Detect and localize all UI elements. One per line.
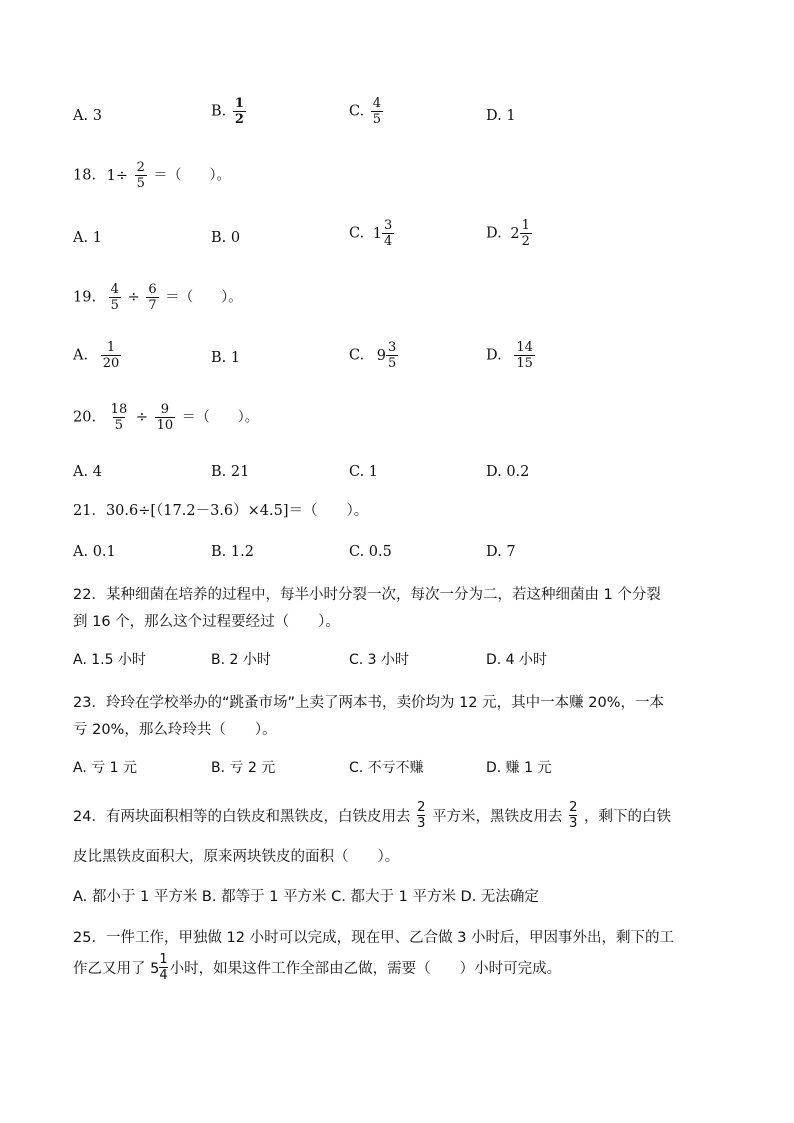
q24-text-a: 24．有两块面积相等的白铁皮和黑铁皮，白铁皮用去 [73,809,411,825]
q25-stem-line-2 [73,952,561,983]
q17-option-b-fraction [233,96,246,127]
denominator: 5 [110,298,119,313]
q19-option-a-fraction [101,340,122,371]
numerator: 4 [110,282,119,297]
q18-lead: 1÷ [106,167,129,184]
q23-option-b[interactable]: B. 亏 2 元 [211,760,276,776]
q19-option-a-prefix: A. [73,347,89,364]
q18-option-c-mixed-number [373,218,397,249]
q20-option-c[interactable]: C. 1 [349,464,379,480]
q19-option-d[interactable] [486,340,537,371]
numerator: 2 [417,800,426,815]
q18-option-b[interactable]: B. 0 [211,230,241,246]
q18-option-d-mixed-number [510,218,534,249]
denominator: 20 [102,356,120,371]
q20-fraction-2 [155,402,176,433]
q23-option-d[interactable]: D. 赚 1 元 [486,760,552,776]
q17-option-b-prefix: B. [211,103,227,120]
q18-option-d[interactable] [486,218,534,249]
q20-stem [73,402,259,433]
q22-option-d[interactable]: D. 4 小时 [486,652,548,668]
fraction [386,340,398,371]
q21-option-b[interactable]: B. 1.2 [211,544,254,560]
q18-option-c[interactable] [349,218,396,249]
denominator: 15 [516,356,533,371]
q19-option-c-prefix: C. [349,347,365,364]
q20-number: 20. [73,409,97,426]
q25-text-b: 小时，如果这件工作全部由乙做，需要（ ）小时可完成。 [169,961,562,977]
q19-fraction-2 [146,282,158,313]
q22-option-b[interactable]: B. 2 小时 [211,652,271,668]
numerator: 2 [136,160,145,175]
q19-option-d-fraction [514,340,535,371]
q21-option-d[interactable]: D. 7 [486,544,516,560]
q24-stem-line-1 [73,800,671,831]
q22-stem-line-1: 22．某种细菌在培养的过程中，每半小时分裂一次，每次一分为二，若这种细菌由 1 个分裂 [73,587,661,603]
q22-option-a[interactable]: A. 1.5 小时 [73,652,146,668]
q18-option-c-prefix: C. [349,225,365,242]
q17-option-a[interactable]: A. 3 [73,108,102,124]
numerator: 4 [372,96,382,111]
q25-stem-line-1: 25．一件工作，甲独做 12 小时可以完成，现在甲、乙合做 3 小时后，甲因事外出，剩下的工 [73,930,675,946]
q21-stem: 21．30.6÷[（17.2－3.6）×4.5]＝（ ）。 [73,503,369,519]
q24-stem-line-2: 皮比黑铁皮面积大，原来两块铁皮的面积（ ）。 [73,849,400,865]
q18-tail: ＝（ ）。 [153,167,231,184]
denominator: 5 [388,356,397,371]
q23-stem-line-1: 23．玲玲在学校举办的“跳蚤市场”上卖了两本书，卖价均为 12 元，其中一本赚 20%，一本 [73,695,664,711]
numerator: 14 [516,340,533,355]
q19-number: 19. [73,289,97,306]
numerator: 6 [148,282,157,297]
whole: 9 [376,347,387,364]
q19-stem [73,282,242,313]
q17-option-b[interactable] [211,96,248,127]
denominator: 5 [372,112,382,127]
numerator: 9 [160,402,169,417]
denominator: 5 [114,418,124,433]
q18-option-a[interactable]: A. 1 [73,230,102,246]
q17-option-c[interactable] [349,96,385,127]
numerator: 1 [159,952,168,967]
denominator: 2 [234,112,244,127]
denominator: 5 [136,176,145,191]
numerator: 3 [388,340,397,355]
q24-fraction-2 [569,800,577,831]
q24-fraction-1 [417,800,425,831]
numerator: 18 [110,402,128,417]
q19-option-b[interactable]: B. 1 [211,350,241,366]
q24-text-c: ，剩下的白铁 [583,809,671,825]
denominator: 4 [159,968,168,983]
q20-option-d[interactable]: D. 0.2 [486,464,530,480]
numerator: 3 [384,218,393,233]
denominator: 10 [156,418,174,433]
q22-option-c[interactable]: C. 3 小时 [349,652,410,668]
whole: 1 [372,225,383,242]
fraction [520,218,532,249]
q20-option-b[interactable]: B. 21 [211,464,250,480]
numerator: 2 [569,800,578,815]
denominator: 2 [521,234,530,249]
q19-tail: ＝（ ）。 [165,289,243,306]
q23-stem-line-2: 亏 20%，那么玲玲共（ ）。 [73,722,277,738]
q19-option-a[interactable] [73,340,123,371]
q18-stem [73,160,231,191]
q20-fraction-1 [109,402,130,433]
q18-option-d-prefix: D. [486,225,502,242]
q22-stem-line-2: 到 16 个，那么这个过程要经过（ ）。 [73,614,340,630]
q18-fraction [135,160,147,191]
denominator: 7 [148,298,157,313]
q18-number: 18. [73,167,97,184]
q17-option-c-prefix: C. [349,103,365,120]
whole: 2 [510,225,520,242]
numerator: 1 [234,96,244,111]
denominator: 3 [417,816,426,831]
q17-option-d[interactable]: D. 1 [486,108,516,124]
q23-option-a[interactable]: A. 亏 1 元 [73,760,138,776]
numerator: 1 [521,218,530,233]
fraction [382,218,394,249]
q21-option-a[interactable]: A. 0.1 [73,544,116,560]
denominator: 4 [384,234,393,249]
q24-options[interactable]: A. 都小于 1 平方米 B. 都等于 1 平方米 C. 都大于 1 平方米 D. 无法确定 [73,889,539,905]
q19-operator: ÷ [127,289,140,306]
q20-option-a[interactable]: A. 4 [73,464,102,480]
q23-option-c[interactable]: C. 不亏不赚 [349,760,424,776]
q19-option-c[interactable] [349,340,400,371]
q19-option-d-prefix: D. [486,347,502,364]
q19-fraction-1 [109,282,121,313]
q25-text-a: 作乙又用了 5 [73,961,160,977]
q17-option-c-fraction [371,96,383,127]
q21-option-c[interactable]: C. 0.5 [349,544,392,560]
q19-option-c-mixed-number [377,340,401,371]
q24-text-b: 平方米，黑铁皮用去 [431,809,563,825]
denominator: 3 [569,816,578,831]
q20-operator: ÷ [135,409,148,426]
q20-tail: ＝（ ）。 [181,409,259,426]
numerator: 1 [106,340,116,355]
q25-fraction [159,952,167,983]
